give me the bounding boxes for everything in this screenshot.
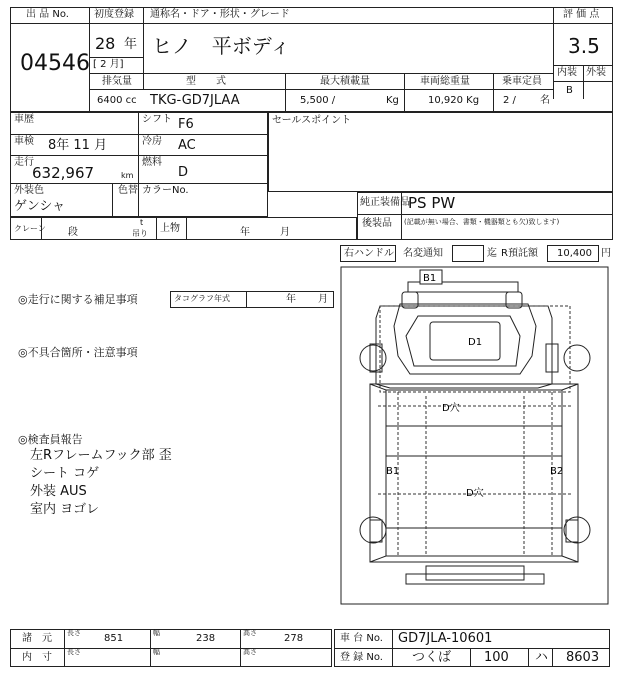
tachograph-month-label: 月 xyxy=(318,294,328,305)
crane-lift-label: 吊り xyxy=(132,229,148,238)
interior-length-label: 長さ xyxy=(67,648,81,656)
displacement-value: 6400 cc xyxy=(97,95,137,106)
height-label: 高さ xyxy=(243,629,257,637)
diagram-mark-d1: D1 xyxy=(468,337,483,348)
tachograph-year-label: 年 xyxy=(286,294,296,305)
capacity-value: 2 / xyxy=(503,95,516,106)
first-registration-label: 初度登録 xyxy=(94,9,134,20)
color-change-label: 色替 xyxy=(118,185,138,196)
ac-label: 冷房 xyxy=(142,136,162,147)
genuine-equipment-value: PS PW xyxy=(408,194,456,212)
inspector-note-2: シート コゲ xyxy=(30,466,100,481)
lot-number-label: 出 品 No. xyxy=(26,9,69,20)
history-label: 車歴 xyxy=(14,114,34,125)
fuel-value: D xyxy=(178,165,189,180)
mileage-unit: km xyxy=(121,171,134,180)
length-value: 851 xyxy=(104,633,124,644)
inspection-value: 8年 11 月 xyxy=(48,138,108,153)
recycle-deposit-unit: 円 xyxy=(601,248,611,259)
body-label: 上物 xyxy=(160,223,180,234)
specs-label: 諸 元 xyxy=(22,633,52,644)
max-load-label: 最大積載量 xyxy=(320,76,370,87)
name-change-box xyxy=(452,245,484,262)
body-year-label: 年 xyxy=(240,227,250,238)
driving-notes-title: ◎走行に関する補足事項 xyxy=(18,293,138,306)
ac-value: AC xyxy=(178,138,196,153)
interior-grade: B xyxy=(566,85,573,96)
diagram-mark-b1-side: B1 xyxy=(386,466,400,477)
sales-point-label: セールスポイント xyxy=(272,115,352,126)
aftermarket-label: 後装品 xyxy=(362,218,392,229)
shift-label: シフト xyxy=(142,114,172,125)
handle-value: 右ハンドル xyxy=(344,248,394,259)
crane-ton-label: t xyxy=(140,218,144,227)
length-label: 長さ xyxy=(67,629,81,637)
model-label: 型 式 xyxy=(186,76,226,87)
model-value: TKG-GD7JLAA xyxy=(150,93,240,108)
recycle-deposit-label: R預託額 xyxy=(501,248,538,259)
score-label: 評 価 点 xyxy=(563,9,600,20)
registration-area: つくば xyxy=(412,650,452,665)
inspector-note-1: 左Rフレームフック部 歪 xyxy=(30,448,172,463)
diagram-mark-d-hole-2: D穴 xyxy=(466,488,484,499)
mileage-value: 632,967 xyxy=(32,164,95,182)
lot-number: 04546 xyxy=(20,51,90,76)
exterior-color-value: ゲンシャ xyxy=(14,199,66,214)
recycle-deposit-value: 10,400 xyxy=(557,248,592,259)
registration-class: 100 xyxy=(484,650,509,665)
interior-dims-label: 内 寸 xyxy=(22,652,52,663)
color-no-label: カラーNo. xyxy=(142,185,189,196)
inspector-note-4: 室内 ヨゴレ xyxy=(30,502,100,517)
car-name: ヒノ 平ボディ xyxy=(152,34,291,58)
gross-weight-value: 10,920 Kg xyxy=(428,95,480,106)
capacity-unit: 名 xyxy=(540,95,550,106)
gross-weight-label: 車両総重量 xyxy=(420,76,470,87)
body-month-label: 月 xyxy=(280,227,290,238)
first-registration-month: [ 2 月] xyxy=(93,59,124,70)
deposit-prefix: 迄 xyxy=(487,248,497,259)
max-load-unit: Kg xyxy=(386,95,399,106)
mileage-label: 走行 xyxy=(14,157,34,168)
chassis-label: 車 台 No. xyxy=(340,633,383,644)
registration-number: 8603 xyxy=(566,650,600,665)
exterior-color-label: 外装色 xyxy=(14,185,44,196)
crane-label: クレーン xyxy=(14,224,46,233)
name-change-label: 名変通知 xyxy=(403,248,443,259)
tachograph-label: タコグラフ年式 xyxy=(174,294,230,303)
genuine-equipment-label: 純正装備品 xyxy=(360,197,410,208)
inspection-label: 車検 xyxy=(14,136,34,147)
interior-width-label: 幅 xyxy=(153,648,160,656)
inspector-report-title: ◎検査員報告 xyxy=(18,433,83,446)
width-value: 238 xyxy=(196,633,216,644)
crane-stage-label: 段 xyxy=(68,227,78,238)
max-load-value: 5,500 / xyxy=(300,95,336,106)
first-registration-year: 28 xyxy=(95,34,116,53)
aftermarket-note: (記載が無い場合、書類・機器類とも欠)致します) xyxy=(404,218,560,226)
score-value: 3.5 xyxy=(568,34,600,58)
registration-kana: ハ xyxy=(535,650,549,665)
fuel-label: 燃料 xyxy=(142,157,162,168)
registration-label: 登 録 No. xyxy=(340,652,383,663)
diagram-mark-d-hole-1: D穴 xyxy=(442,403,460,414)
displacement-label: 排気量 xyxy=(102,76,132,87)
truck-diagram xyxy=(340,266,610,606)
car-name-label: 通称名・ドア・形状・グレード xyxy=(150,9,290,20)
year-unit: 年 xyxy=(124,37,138,52)
interior-height-label: 高さ xyxy=(243,648,257,656)
diagram-mark-b2: B2 xyxy=(550,466,564,477)
crane-row xyxy=(10,217,357,240)
height-value: 278 xyxy=(284,633,304,644)
chassis-value: GD7JLA-10601 xyxy=(398,631,493,646)
diagram-mark-b1-top: B1 xyxy=(423,273,437,284)
width-label: 幅 xyxy=(153,629,160,637)
interior-grade-label: 内装 xyxy=(557,67,577,78)
inspector-note-3: 外装 AUS xyxy=(30,484,87,499)
defects-title: ◎不具合箇所・注意事項 xyxy=(18,346,138,359)
exterior-grade-label: 外装 xyxy=(586,67,606,78)
shift-value: F6 xyxy=(178,117,194,132)
capacity-label: 乗車定員 xyxy=(502,76,542,87)
